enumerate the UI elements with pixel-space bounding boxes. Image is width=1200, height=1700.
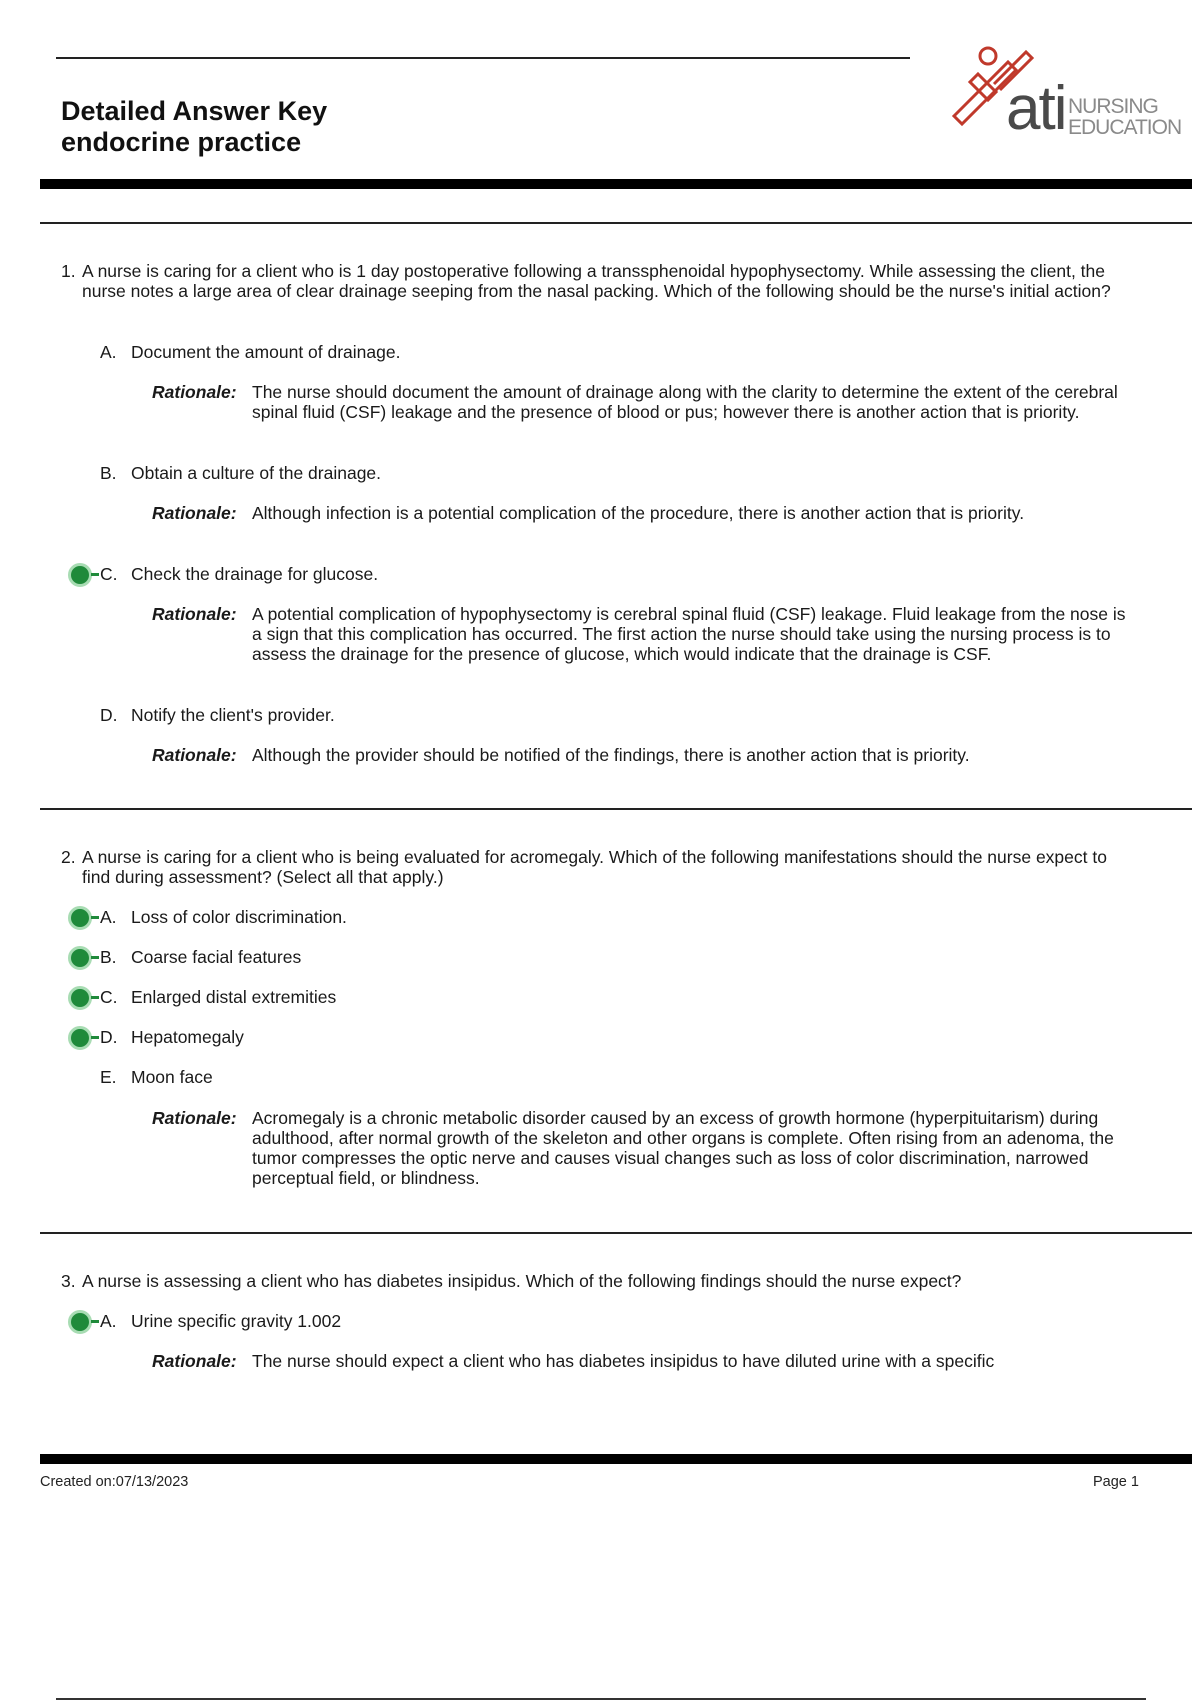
- option-letter: C.: [100, 987, 118, 1007]
- option-text: Hepatomegaly: [131, 1027, 244, 1047]
- option-letter: E.: [100, 1067, 117, 1087]
- rationale-label: Rationale:: [152, 1351, 237, 1371]
- option-letter: A.: [100, 1311, 117, 1331]
- option-2d: [100, 1027, 244, 1047]
- rationale-text: The nurse should document the amount of drainage along with the clarity to determine the extent of the cerebral spinal fluid (CSF) leakage and the presence of blood or pus; however there is another action that is priority.: [252, 382, 1118, 422]
- option-text: Moon face: [131, 1067, 213, 1087]
- option-letter: B.: [100, 463, 117, 483]
- page-number: Page 1: [1093, 1474, 1139, 1490]
- question-text: A nurse is assessing a client who has diabetes insipidus. Which of the following findings should the nurse expect?: [82, 1271, 962, 1291]
- option-letter: A.: [100, 342, 117, 362]
- section-divider: [40, 222, 1192, 224]
- correct-answer-marker-icon: [68, 906, 104, 930]
- header-divider: [40, 179, 1192, 189]
- document-header: [61, 96, 327, 158]
- option-1b: [100, 463, 381, 483]
- option-text: Obtain a culture of the drainage.: [131, 463, 382, 483]
- logo-subtitle-line2: EDUCATION: [1068, 116, 1182, 139]
- option-1d: [100, 705, 335, 725]
- rationale-text: A potential complication of hypophysectomy is cerebral spinal fluid (CSF) leakage. Fluid leakage from the nose is a sign that this complication has occurred. The first action the nurse should take using the nursing process is to assess the drainage for the presence of glucose, which would indicate that the drainage is CSF.: [252, 604, 1126, 664]
- logo-subtitle: [1068, 96, 1181, 138]
- correct-answer-marker-icon: [68, 1310, 104, 1334]
- question-divider: [40, 808, 1192, 810]
- correct-answer-marker-icon: [68, 946, 104, 970]
- question-number: 2.: [61, 847, 76, 867]
- option-text: Enlarged distal extremities: [131, 987, 337, 1007]
- option-2a: [100, 907, 347, 927]
- document-subtitle: endocrine practice: [61, 127, 302, 157]
- option-text: Document the amount of drainage.: [131, 342, 401, 362]
- option-text: Coarse facial features: [131, 947, 302, 967]
- rationale-text: Acromegaly is a chronic metabolic disorder caused by an excess of growth hormone (hyperpituitarism) during adulthood, after normal growth of the skeleton and other organs is complete. Often rising from an adenoma, the tumor compresses the optic nerve and causes visual changes such as loss of color discrimination, narrowed perceptual field, or blindness.: [252, 1108, 1114, 1188]
- option-letter: C.: [100, 564, 118, 584]
- ati-logo: [948, 44, 1182, 144]
- question-text: A nurse is caring for a client who is 1 day postoperative following a transsphenoidal hypophysectomy. While assessing the client, the nurse notes a large area of clear drainage seeping from the nasal packing. Which of the following should be the nurse's initial action?: [82, 261, 1111, 301]
- logo-wordmark: ati: [1006, 74, 1066, 143]
- option-2e: [100, 1067, 213, 1087]
- question-number: 1.: [61, 261, 76, 281]
- question-3-stem: [61, 1271, 1111, 1291]
- option-2b: [100, 947, 301, 967]
- rationale-text: Although the provider should be notified of the findings, there is another action that is priority.: [252, 745, 970, 765]
- option-text: Notify the client's provider.: [131, 705, 335, 725]
- rationale-1a: [152, 382, 1132, 422]
- question-1-stem: [61, 261, 1111, 301]
- question-text: A nurse is caring for a client who is being evaluated for acromegaly. Which of the following manifestations should the nurse expect to find during assessment? (Select all that apply.): [82, 847, 1107, 887]
- document-title: Detailed Answer Key: [61, 96, 328, 126]
- rationale-1b: [152, 503, 1132, 523]
- rationale-label: Rationale:: [152, 745, 237, 765]
- rationale-text: Although infection is a potential complication of the procedure, there is another action that is priority.: [252, 503, 1025, 523]
- option-1a: [100, 342, 400, 362]
- option-letter: A.: [100, 907, 117, 927]
- top-rule: [56, 57, 910, 59]
- rationale-2: [152, 1108, 1132, 1188]
- rationale-3a: [152, 1351, 1132, 1371]
- question-divider: [40, 1232, 1192, 1234]
- created-date: Created on:07/13/2023: [40, 1474, 189, 1490]
- option-text: Check the drainage for glucose.: [131, 564, 379, 584]
- question-2-stem: [61, 847, 1111, 887]
- option-letter: D.: [100, 1027, 118, 1047]
- option-3a: [100, 1311, 341, 1331]
- option-text: Loss of color discrimination.: [131, 907, 347, 927]
- rationale-text: The nurse should expect a client who has diabetes insipidus to have diluted urine with a specific: [252, 1351, 995, 1371]
- option-letter: B.: [100, 947, 117, 967]
- question-number: 3.: [61, 1271, 76, 1291]
- rationale-label: Rationale:: [152, 1108, 237, 1128]
- logo-subtitle-line1: NURSING: [1068, 95, 1158, 118]
- correct-answer-marker-icon: [68, 1026, 104, 1050]
- rationale-label: Rationale:: [152, 604, 237, 624]
- option-1c: [100, 564, 378, 584]
- rationale-label: Rationale:: [152, 503, 237, 523]
- correct-answer-marker-icon: [68, 563, 104, 587]
- option-letter: D.: [100, 705, 118, 725]
- option-text: Urine specific gravity 1.002: [131, 1311, 342, 1331]
- rationale-1c: [152, 604, 1132, 664]
- option-2c: [100, 987, 336, 1007]
- footer-divider: [40, 1454, 1192, 1464]
- rationale-1d: [152, 745, 1132, 765]
- correct-answer-marker-icon: [68, 986, 104, 1010]
- rationale-label: Rationale:: [152, 382, 237, 402]
